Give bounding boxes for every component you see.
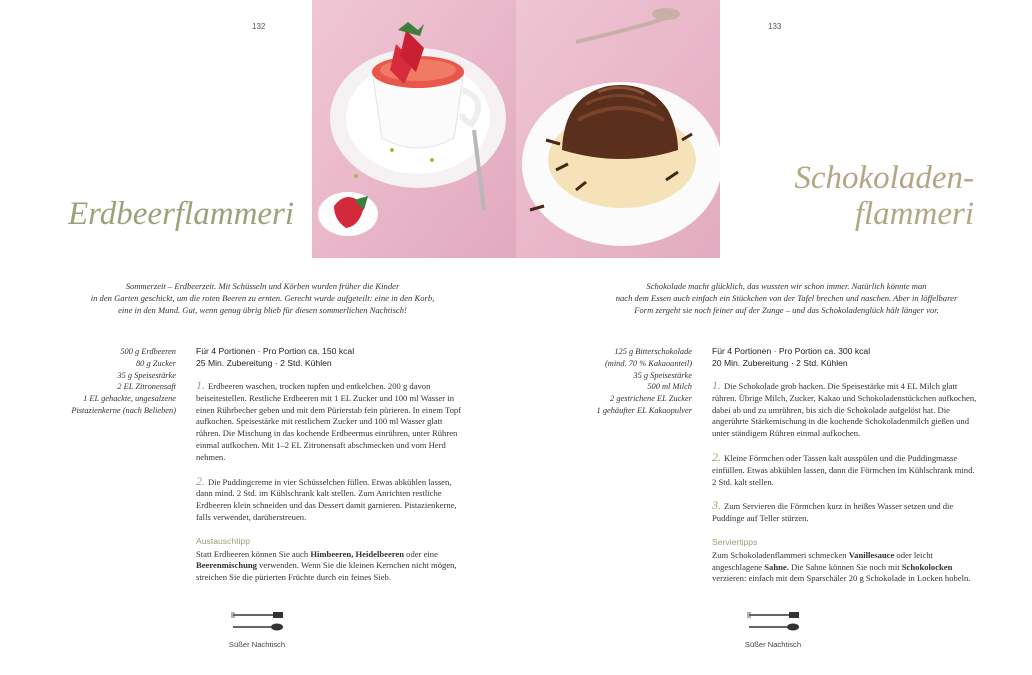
cutlery-icon xyxy=(229,609,285,633)
tip-box xyxy=(196,536,462,584)
tip-highlight: Beerenmischung xyxy=(196,560,257,571)
strawberry-flammeri-photo xyxy=(312,0,516,258)
intro-line: nach dem Essen auch einfach ein Stückchen von der Tafel brechen und naschen. Aber in löffelbarer xyxy=(615,292,958,303)
tip-text-part: oder eine xyxy=(404,548,438,559)
tip-text-part: Zum Schokoladenflammeri schmecken xyxy=(712,549,849,560)
cutlery-icon xyxy=(745,609,801,633)
recipe-steps xyxy=(196,380,462,584)
step-text: Zum Servieren die Förmchen kurz in heißes Wasser setzen und die Puddinge auf Teller stürzen. xyxy=(712,501,954,524)
ingredient: 1 EL gehackte, ungesalzene xyxy=(83,394,176,404)
intro-line: Schokolade macht glücklich, das wussten wir schon immer. Natürlich könnte man xyxy=(646,281,927,291)
ingredient: (mind. 70 % Kakaoanteil) xyxy=(605,358,692,368)
recipe-title: Erdbeerflammeri xyxy=(68,196,295,232)
step-text: Kleine Förmchen oder Tassen kalt ausspülen und die Puddingmasse einfüllen. Etwas abkühlen lassen, dann die Förmchen im Kühlschrank mind. 2 Std. kalt stellen. xyxy=(712,452,975,487)
tip-heading: Austauschtipp xyxy=(196,535,250,546)
step xyxy=(712,500,978,525)
tip-box xyxy=(712,537,978,585)
step-text: Die Schokolade grob hacken. Die Speisestärke mit 4 EL Milch glatt rühren. Übrige Milch, Zucker, Kakao und Schokoladenstückchen aufkochen, dabei ab und zu umrühren, bis sich die Schokolade aufgelöst hat. Die angerührte Stärkemischung in die kochende Schokoladenmilch gießen und unter ständigem Rühren einmal aufkochen. xyxy=(712,381,977,439)
intro-line: in den Garten geschickt, um die roten Beeren zu ernten. Gerecht wurde aufgeteilt: eine in den Korb, xyxy=(90,292,435,303)
ingredient: 35 g Speisestärke xyxy=(633,370,692,380)
recipe-meta xyxy=(196,346,354,369)
ingredient: Pistazienkerne (nach Belieben) xyxy=(71,405,176,415)
prep-time: 25 Min. Zubereitung · 2 Std. Kühlen xyxy=(196,357,332,368)
page-number: 133 xyxy=(768,22,782,31)
tip-highlight: Vanillesauce xyxy=(848,549,895,560)
step xyxy=(196,473,462,524)
ingredient: 35 g Speisestärke xyxy=(117,370,176,380)
tip-highlight: Sahne. xyxy=(764,561,789,572)
ingredient: 2 gestrichene EL Zucker xyxy=(610,394,692,404)
recipe-intro xyxy=(564,281,1009,316)
intro-line: eine in den Mund. Gut, wenn genug übrig blieb für diesen sommerlichen Nachtisch! xyxy=(118,304,407,315)
chapter-footer xyxy=(738,609,808,649)
ingredients-list xyxy=(572,346,692,417)
recipe-intro xyxy=(40,281,485,316)
tip-text-part: verwenden. Wenn Sie die kleinen Kernchen nicht mögen, streichen Sie die pürierten Früchte durch ein feines Sieb. xyxy=(196,560,457,583)
title-line: Schokoladen- xyxy=(794,160,974,196)
recipe-meta xyxy=(712,346,870,369)
step-number: 2. xyxy=(196,473,205,488)
step xyxy=(712,380,978,440)
recipe-title xyxy=(738,160,974,233)
prep-time: 20 Min. Zubereitung · 2 Std. Kühlen xyxy=(712,357,848,368)
ingredient: 500 ml Milch xyxy=(647,382,692,392)
portions-kcal: Für 4 Portionen · Pro Portion ca. 300 kcal xyxy=(712,346,871,356)
ingredient: 80 g Zucker xyxy=(135,358,176,368)
ingredient: 125 g Bitterschokolade xyxy=(614,347,692,356)
intro-line: Form zergeht sie noch feiner auf der Zunge – und das Schokoladenglück hält länger vor. xyxy=(634,304,939,315)
step-number: 1. xyxy=(712,378,721,392)
step-text: Erdbeeren waschen, trocken tupfen und entkelchen. 200 g davon beiseitestellen. Restliche Erdbeeren mit 1 EL Zucker und 100 ml Wasser in einen Rührbecher geben und mit dem Pürierstab fein pürieren. In einem Topf aufkochen. Speisestärke mit restlichem Zucker und 100 ml Wasser glatt rühren. Die Mischung in das kochende Erdbeermus einrühren, unter Rühren einmal aufkochen. Mit 1–2 EL Zitronensaft abschmecken und vom Herd nehmen. xyxy=(196,381,462,462)
tip-highlight: Schokolocken xyxy=(901,561,953,572)
tip-text-part: verzieren: einfach mit dem Sparschäler 20 g Schokolade in Locken hobeln. xyxy=(712,573,971,584)
title-line: flammeri xyxy=(854,196,974,233)
tip-text-part: Statt Erdbeeren können Sie auch xyxy=(196,548,311,559)
page-number: 132 xyxy=(252,22,266,31)
intro-line: Sommerzeit – Erdbeerzeit. Mit Schüsseln und Körben wurden früher die Kinder xyxy=(125,281,400,291)
ingredient: 500 g Erdbeeren xyxy=(120,347,176,356)
right-page xyxy=(516,0,1032,675)
step xyxy=(196,380,462,464)
ingredients-list xyxy=(56,346,176,417)
step-number: 2. xyxy=(712,449,721,464)
tip-text xyxy=(712,550,978,585)
step xyxy=(712,449,978,488)
chocolate-flammeri-photo xyxy=(516,0,720,258)
tip-heading: Serviertipps xyxy=(712,536,758,547)
recipe-steps xyxy=(712,380,978,585)
step-number: 1. xyxy=(196,378,205,392)
tip-text-part: Die Sahne können Sie noch mit xyxy=(788,561,902,572)
step-text: Die Puddingcreme in vier Schüsselchen füllen. Etwas abkühlen lassen, dann mind. 2 Std. im Kühlschrank kalt stellen. Zum Anrichten restliche Erdbeeren klein schneiden und das Dessert damit garnieren. Pistazienkerne, falls verwendet, darüberstreuen. xyxy=(196,476,457,522)
tip-text-part: oder leicht angeschlagene xyxy=(712,549,933,572)
ingredient: 2 EL Zitronensaft xyxy=(117,382,176,392)
chapter-label: Süßer Nachtisch xyxy=(228,640,286,649)
tip-highlight: Himbeeren, Heidelbeeren xyxy=(310,548,405,559)
step-number: 3. xyxy=(712,498,721,513)
tip-text xyxy=(196,549,462,584)
chapter-label: Süßer Nachtisch xyxy=(744,640,802,649)
ingredient: 1 gehäufter EL Kakaopulver xyxy=(596,405,692,415)
chapter-footer xyxy=(222,609,292,649)
portions-kcal: Für 4 Portionen · Pro Portion ca. 150 kcal xyxy=(196,346,355,356)
